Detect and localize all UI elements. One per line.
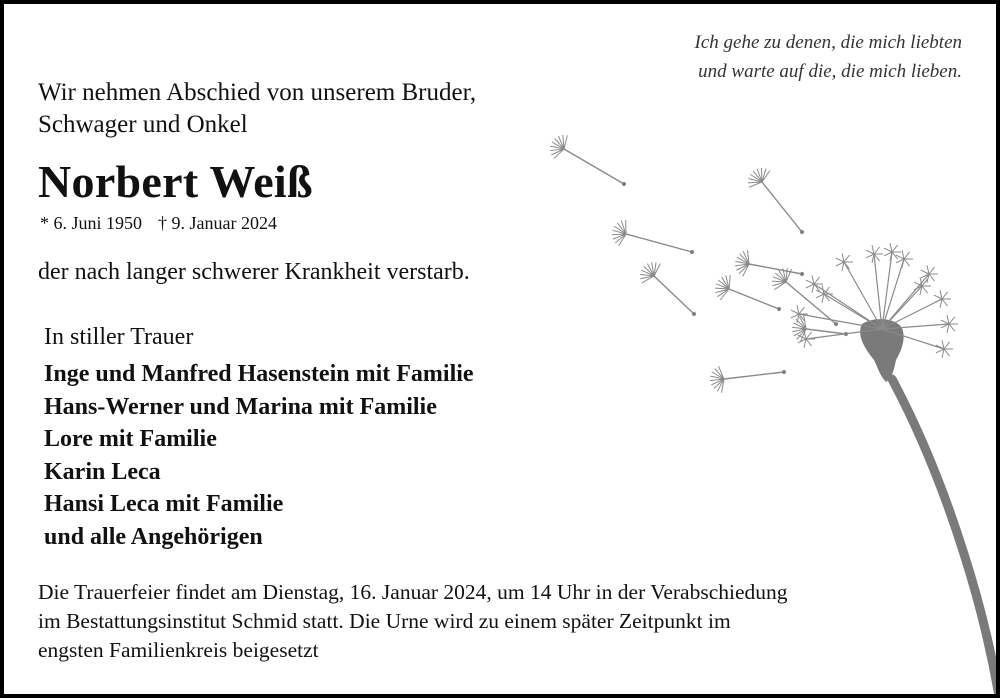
mourner-item: Karin Leca xyxy=(44,458,161,485)
dandelion-icon xyxy=(544,124,1000,698)
mourner-item: Inge und Manfred Hasenstein mit Familie xyxy=(44,361,474,387)
quote-line-1: Ich gehe zu denen, die mich liebten xyxy=(694,32,962,53)
cause-of-death-text: der nach langer schwerer Krankheit verstarb. xyxy=(38,259,470,285)
mourner-item: und alle Angehörigen xyxy=(44,523,263,550)
deceased-name: Norbert Weiß xyxy=(38,156,313,207)
service-line-2: im Bestattungsinstitut Schmid statt. Die Urne wird zu einem später Zeitpunkt im xyxy=(38,609,731,633)
mourner-list xyxy=(44,358,474,554)
farewell-intro xyxy=(38,77,476,141)
memorial-quote xyxy=(695,28,962,86)
life-dates xyxy=(40,210,277,236)
intro-line-2: Schwager und Onkel xyxy=(38,111,248,138)
mourner-item: Hans-Werner und Marina mit Familie xyxy=(44,393,437,420)
birth-date: * 6. Juni 1950 xyxy=(40,213,143,233)
quote-line-2: und warte auf die, die mich lieben. xyxy=(698,61,962,82)
mourner-item: Hansi Leca mit Familie xyxy=(44,491,284,518)
intro-line-1: Wir nehmen Abschied von unserem Bruder, xyxy=(38,79,477,106)
service-line-3: engsten Familienkreis beigesetzt xyxy=(38,638,319,662)
mourning-label: In stiller Trauer xyxy=(44,324,194,350)
death-date: † 9. Januar 2024 xyxy=(158,213,277,233)
mourner-item: Lore mit Familie xyxy=(44,426,217,453)
service-line-1: Die Trauerfeier findet am Dienstag, 16. Januar 2024, um 14 Uhr in der Verabschiedung xyxy=(38,580,788,604)
